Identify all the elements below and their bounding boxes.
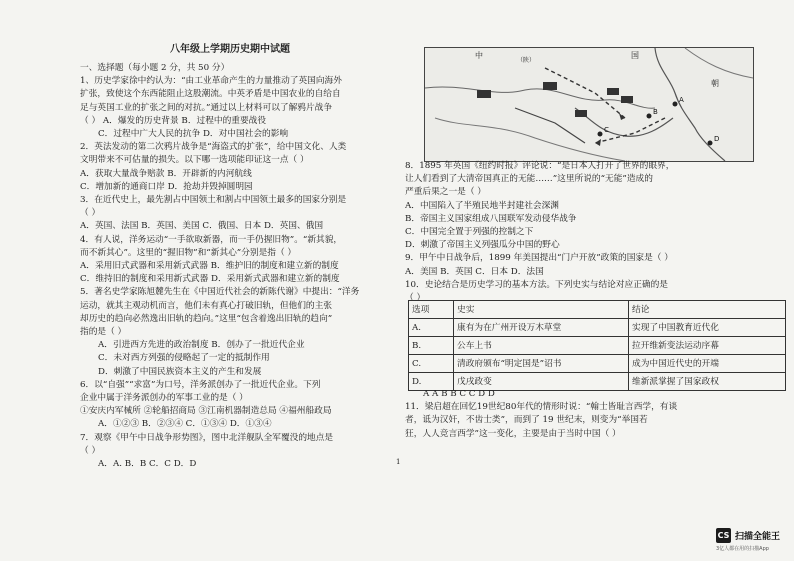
- table-cell: A.: [409, 319, 454, 337]
- left-column: [80, 48, 401, 471]
- question-line: A．中国陷入了半殖民地半封建社会深渊: [405, 200, 559, 211]
- war-situation-map: [424, 47, 754, 162]
- table-cell: 清政府颁布“明定国是”诏书: [454, 355, 629, 373]
- table-cell: 维新派掌握了国家政权: [629, 373, 786, 391]
- question-line: 6．以“自强”“求富”为口号，洋务派创办了一批近代企业。下列: [80, 379, 321, 390]
- question-line: （ ） A．爆发的历史背景 B．过程中的重要战役: [80, 115, 267, 126]
- table-cell: 戊戌政变: [454, 373, 629, 391]
- question-line: ①安庆内军械所 ②轮船招商局 ③江南机器制造总局 ④福州船政局: [80, 406, 332, 417]
- question-line: 9．甲午中日战争后，1899 年美国提出“门户开放”政策的国家是（ ）: [405, 253, 673, 264]
- map-label-country: 国: [631, 51, 639, 60]
- question-line: 却历史的趋向必然逸出旧轨的趋向。”这里“包含着逸出旧轨的趋向”: [80, 313, 333, 324]
- question-line: D．刺激了帝国主义列强瓜分中国的野心: [405, 240, 560, 251]
- question-line: 而不新其心”。这里的“握旧物”和“新其心”分别是指（ ）: [80, 247, 297, 258]
- table-cell: D.: [409, 373, 454, 391]
- scanner-slogan: 3亿人都在用的扫描App: [716, 546, 769, 552]
- question-line: 8．1895 年英国《纽约时报》评论说：“是日本人打开了世界的眼界，: [405, 161, 675, 171]
- question-line: 2．英法发动的第二次鸦片战争是“海盗式的扩张”，给中国文化、人类: [80, 142, 347, 153]
- right-column-lower: [405, 388, 780, 441]
- question-line: （ ）: [80, 445, 101, 456]
- question-line: C．未对西方列强的侵略起了一定的抵制作用: [98, 353, 270, 364]
- question-line: 企业中属于洋务派创办的军事工业的是（ ）: [80, 393, 248, 404]
- table-header-cell: 史实: [454, 301, 629, 319]
- question-line: 足与英国工业的扩张之间的对抗。”通过以上材料可以了解鸦片战争: [80, 102, 333, 113]
- question-line: A．英国、法国 B．英国、美国 C．俄国、日本 D．英国、俄国: [80, 221, 324, 232]
- table-header-row: [409, 301, 786, 319]
- question-line: 扩张，致使这个东西能阻止这股潮流。中英矛盾是中国农业的自给自: [80, 89, 341, 100]
- map-label-china: 中: [475, 51, 483, 60]
- question-line: 4．有人说，洋务运动“一手欲取新器，而一手仍握旧物”。“新其貌，: [80, 234, 343, 245]
- section-heading: 一、选择题（每小题 2 分，共 50 分）: [80, 63, 230, 73]
- question-line: （ ）: [80, 208, 101, 219]
- question-line: C．中国完全置于列强的控制之下: [405, 227, 534, 238]
- question-line: 运动，就其主观动机而言，他们未有真心打破旧轨，但他们的主张: [80, 300, 332, 311]
- question-line: 5．著名史学家陈旭麓先生在《中国近代社会的新陈代谢》中提出：“洋务: [80, 287, 360, 298]
- question-line: A．采用旧式武器和采用新式武器 B．维护旧的制度和建立新的制度: [80, 261, 339, 272]
- map-label-korea: 朝: [711, 79, 719, 88]
- table-header-cell: 结论: [629, 301, 786, 319]
- question-line: A．美国 B．英国 C．日本 D．法国: [405, 266, 544, 277]
- question-line: 文明带来不可估量的损失。以下哪一选项能印证这一点（ ）: [80, 155, 309, 166]
- table-cell: 拉开维新变法运动序幕: [629, 337, 786, 355]
- question-line: A．①②③ B．②③④ C．①③④ D．①③④: [98, 419, 272, 430]
- question-line: 10．史论结合是历史学习的基本方法。下列史实与结论对应正确的是: [405, 279, 668, 290]
- table-row: [409, 355, 786, 373]
- table-cell: B.: [409, 337, 454, 355]
- question-line: A．引进西方先进的政治制度 B．创办了一批近代企业: [98, 340, 305, 351]
- question-line: 7．观察《甲午中日战争形势图》，图中北洋舰队全军覆没的地点是: [80, 432, 334, 443]
- map-point-a: A: [679, 96, 684, 104]
- history-fact-table: [408, 300, 786, 391]
- question-line: 狂，人人竞言西学”这一变化，主要是由于当时中国（ ）: [405, 428, 621, 439]
- question-line: 让人们看到了大清帝国真正的无能……”这里所说的“无能”造成的: [405, 174, 653, 185]
- map-point-d: D: [714, 135, 720, 143]
- question-line: C．过程中广大人民的抗争 D．对中国社会的影响: [98, 129, 289, 140]
- page-number: 1: [396, 458, 401, 466]
- question-line: A．获取大量战争赔款 B．开辟新的内河航线: [80, 168, 252, 179]
- question-line: 严重后果之一是（ ）: [405, 187, 486, 198]
- table-row: [409, 319, 786, 337]
- question-line: 11．梁启超在回忆19世纪80年代的情形时说：“翰士皆耻言西学，有谈: [405, 402, 678, 413]
- table-cell: C.: [409, 355, 454, 373]
- right-column: [405, 160, 780, 305]
- question-line: C．增加新的通商口岸 D．抢劫并毁掉圆明园: [80, 181, 253, 192]
- exam-title: 八年级上学期历史期中试题: [170, 44, 290, 55]
- table-cell: 公车上书: [454, 337, 629, 355]
- table-cell: 康有为在广州开设万木草堂: [454, 319, 629, 337]
- table-cell: 实现了中国教育近代化: [629, 319, 786, 337]
- question-line: 3．在近代史上，最先割占中国领土和割占中国领土最多的国家分别是: [80, 195, 347, 206]
- question-line: A A B B C C D D: [423, 389, 495, 399]
- question-line: C．维持旧的制度和采用新式武器 D．采用新式武器和建立新的制度: [80, 274, 340, 285]
- question-line: 指的是（ ）: [80, 327, 127, 338]
- camscanner-logo-icon: CS: [716, 528, 731, 543]
- table-cell: 成为中国近代史的开端: [629, 355, 786, 373]
- question-line: （ ）: [405, 293, 426, 304]
- question-line: A．A. B．B C．C D．D: [98, 459, 197, 470]
- table-header-cell: 选项: [409, 301, 454, 319]
- map-label-region: （陕）: [517, 57, 536, 64]
- scanner-name: 扫描全能王: [735, 532, 781, 542]
- question-line: B．帝国主义国家组成八国联军发动侵华战争: [405, 213, 577, 224]
- question-line: 1、历史学家徐中约认为：“由工业革命产生的力量推动了英国向海外: [80, 76, 342, 87]
- question-line: D．刺激了中国民族资本主义的产生和发展: [98, 366, 262, 377]
- question-line: 者，诋为汉奸，不齿士类”，而到了 19 世纪末，则变为“举国若: [405, 415, 648, 426]
- table-row: [409, 337, 786, 355]
- map-point-c: C: [604, 126, 609, 134]
- map-point-b: B: [653, 108, 658, 116]
